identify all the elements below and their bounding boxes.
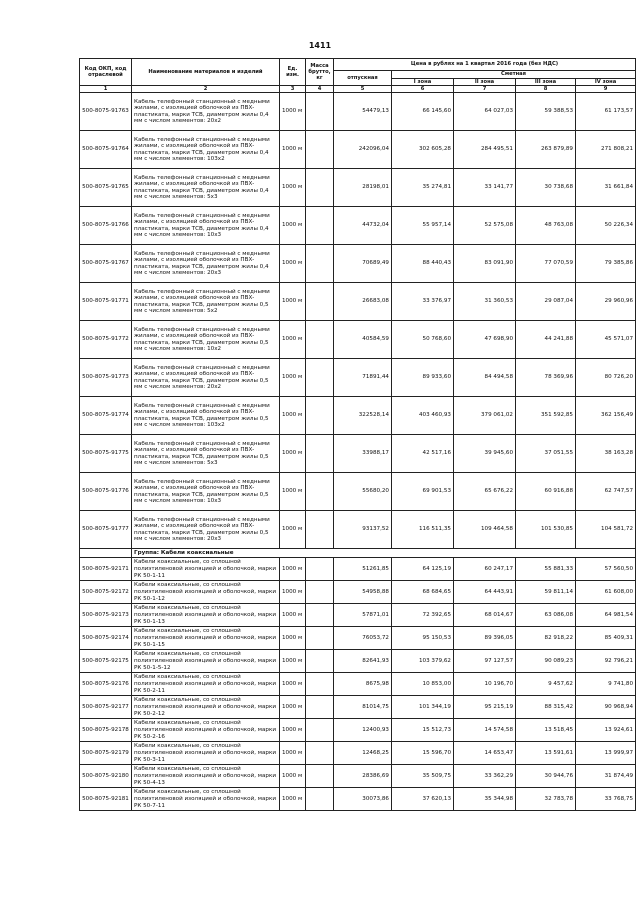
cell-code: 500-8075-91772 bbox=[80, 321, 132, 359]
cell-name: Кабель телефонный станционный с медными жилами, с изоляцией оболочкой из ПВХ-пластиката, марки ТСВ, диаметром жилы 0,5 мм с числом элементов: 10х2 bbox=[132, 321, 280, 359]
table-row bbox=[80, 558, 636, 581]
cell-z4: 104 581,72 bbox=[576, 511, 636, 549]
cell-mass bbox=[306, 321, 334, 359]
header-mass: Масса брутто, кг bbox=[306, 59, 334, 86]
col-number: 5 bbox=[334, 86, 392, 93]
cell-code: 500-8075-91777 bbox=[80, 511, 132, 549]
cell-z3: 29 087,04 bbox=[516, 283, 576, 321]
cell-z1: 55 957,14 bbox=[392, 207, 454, 245]
cell-mass bbox=[306, 131, 334, 169]
cell-z3: 78 369,96 bbox=[516, 359, 576, 397]
cell-unit: 1000 м bbox=[280, 627, 306, 650]
cell-unit: 1000 м bbox=[280, 245, 306, 283]
cell-z2: 95 215,19 bbox=[454, 696, 516, 719]
cell-z1: 403 460,93 bbox=[392, 397, 454, 435]
table-row bbox=[80, 245, 636, 283]
cell-z3: 32 783,78 bbox=[516, 788, 576, 811]
header-release: отпускная bbox=[334, 71, 392, 86]
cell-z4: 271 808,21 bbox=[576, 131, 636, 169]
cell-z2: 83 091,90 bbox=[454, 245, 516, 283]
cell-release: 93137,52 bbox=[334, 511, 392, 549]
cell-unit: 1000 м bbox=[280, 558, 306, 581]
cell-name: Кабель телефонный станционный с медными жилами, с изоляцией оболочкой из ПВХ-пластиката, марки ТСВ, диаметром жилы 0,5 мм с числом элементов: 5х2 bbox=[132, 283, 280, 321]
cell-release: 12400,93 bbox=[334, 719, 392, 742]
cell-code: 500-8075-91767 bbox=[80, 245, 132, 283]
cell-code: 500-8075-92181 bbox=[80, 788, 132, 811]
cell-z2: 65 676,22 bbox=[454, 473, 516, 511]
cell-mass bbox=[306, 93, 334, 131]
header-zone4: IV зона bbox=[576, 79, 636, 86]
cell-name: Кабель телефонный станционный с медными жилами, с изоляцией оболочкой из ПВХ-пластиката, марки ТСВ, диаметром жилы 0,5 мм с числом элементов: 20х2 bbox=[132, 359, 280, 397]
cell-release: 40584,59 bbox=[334, 321, 392, 359]
page-number: 1411 bbox=[308, 41, 332, 50]
cell-release: 70689,49 bbox=[334, 245, 392, 283]
col-number: 1 bbox=[80, 86, 132, 93]
cell-z1: 37 620,13 bbox=[392, 788, 454, 811]
cell-code: 500-8075-92180 bbox=[80, 765, 132, 788]
cell-z3: 77 070,59 bbox=[516, 245, 576, 283]
cell-z4: 13 999,97 bbox=[576, 742, 636, 765]
cell-name: Кабели коаксиальные, со сплошной полиэтиленовой изоляцией и оболочкой, марки РК 50-2-16 bbox=[132, 719, 280, 742]
cell-z4: 61 608,00 bbox=[576, 581, 636, 604]
cell-name: Кабели коаксиальные, со сплошной полиэтиленовой изоляцией и оболочкой, марки РК 50-4-13 bbox=[132, 765, 280, 788]
table-row bbox=[80, 397, 636, 435]
header-zone2: II зона bbox=[454, 79, 516, 86]
col-number: 3 bbox=[280, 86, 306, 93]
cell-mass bbox=[306, 650, 334, 673]
cell-code: 500-8075-92173 bbox=[80, 604, 132, 627]
cell-release: 322528,14 bbox=[334, 397, 392, 435]
cell-code: 500-8075-91774 bbox=[80, 397, 132, 435]
cell-z4: 62 747,57 bbox=[576, 473, 636, 511]
cell-z2: 35 344,98 bbox=[454, 788, 516, 811]
cell-z2: 10 196,70 bbox=[454, 673, 516, 696]
cell-release: 71891,44 bbox=[334, 359, 392, 397]
cell-unit: 1000 м bbox=[280, 719, 306, 742]
cell-unit: 1000 м bbox=[280, 283, 306, 321]
cell-z3: 82 918,22 bbox=[516, 627, 576, 650]
cell-z3: 13 591,61 bbox=[516, 742, 576, 765]
cell-z1: 302 605,28 bbox=[392, 131, 454, 169]
cell-unit: 1000 м bbox=[280, 207, 306, 245]
cell-z1: 15 596,70 bbox=[392, 742, 454, 765]
cell-name: Кабели коаксиальные, со сплошной полиэтиленовой изоляцией и оболочкой, марки РК 50-1-11 bbox=[132, 558, 280, 581]
table-row bbox=[80, 359, 636, 397]
cell-unit: 1000 м bbox=[280, 359, 306, 397]
cell-z2: 52 575,08 bbox=[454, 207, 516, 245]
cell-z2: 60 247,17 bbox=[454, 558, 516, 581]
cell-z4: 79 385,86 bbox=[576, 245, 636, 283]
group-label: Группа: Кабели коаксиальные bbox=[132, 549, 636, 558]
header-name: Наименование материалов и изделий bbox=[132, 59, 280, 86]
cell-z3: 48 763,08 bbox=[516, 207, 576, 245]
cell-mass bbox=[306, 169, 334, 207]
col-number: 4 bbox=[306, 86, 334, 93]
cell-unit: 1000 м bbox=[280, 93, 306, 131]
cell-name: Кабель телефонный станционный с медными жилами, с изоляцией оболочкой из ПВХ-пластиката, марки ТСВ, диаметром жилы 0,5 мм с числом элементов: 20х3 bbox=[132, 511, 280, 549]
cell-unit: 1000 м bbox=[280, 765, 306, 788]
cell-release: 54958,88 bbox=[334, 581, 392, 604]
cell-z4: 362 156,49 bbox=[576, 397, 636, 435]
cell-release: 26683,08 bbox=[334, 283, 392, 321]
col-number: 9 bbox=[576, 86, 636, 93]
cell-mass bbox=[306, 397, 334, 435]
cell-release: 76053,72 bbox=[334, 627, 392, 650]
cell-z4: 31 661,84 bbox=[576, 169, 636, 207]
cell-mass bbox=[306, 435, 334, 473]
cell-unit: 1000 м bbox=[280, 321, 306, 359]
cell-code: 500-8075-92172 bbox=[80, 581, 132, 604]
cell-z3: 59 811,14 bbox=[516, 581, 576, 604]
cell-z4: 92 796,21 bbox=[576, 650, 636, 673]
cell-z3: 88 315,42 bbox=[516, 696, 576, 719]
cell-release: 28198,01 bbox=[334, 169, 392, 207]
cell-z4: 61 173,57 bbox=[576, 93, 636, 131]
cell-mass bbox=[306, 359, 334, 397]
cell-unit: 1000 м bbox=[280, 673, 306, 696]
cell-mass bbox=[306, 788, 334, 811]
cell-code: 500-8075-91773 bbox=[80, 359, 132, 397]
cell-z3: 30 944,76 bbox=[516, 765, 576, 788]
col-number: 8 bbox=[516, 86, 576, 93]
cell-code: 500-8075-92177 bbox=[80, 696, 132, 719]
cell-z3: 60 916,88 bbox=[516, 473, 576, 511]
cell-mass bbox=[306, 673, 334, 696]
cell-z1: 95 150,53 bbox=[392, 627, 454, 650]
cell-z4: 29 960,96 bbox=[576, 283, 636, 321]
cell-z2: 39 945,60 bbox=[454, 435, 516, 473]
cell-release: 82641,93 bbox=[334, 650, 392, 673]
table-row bbox=[80, 581, 636, 604]
cell-name: Кабель телефонный станционный с медными жилами, с изоляцией оболочкой из ПВХ-пластиката, марки ТСВ, диаметром жилы 0,4 мм с числом элементов: 103х2 bbox=[132, 131, 280, 169]
cell-name: Кабель телефонный станционный с медными жилами, с изоляцией оболочкой из ПВХ-пластиката, марки ТСВ, диаметром жилы 0,4 мм с числом элементов: 20х3 bbox=[132, 245, 280, 283]
cell-z1: 10 853,00 bbox=[392, 673, 454, 696]
cell-code: 500-8075-91763 bbox=[80, 93, 132, 131]
table-row bbox=[80, 604, 636, 627]
cell-z2: 33 141,77 bbox=[454, 169, 516, 207]
table-row bbox=[80, 473, 636, 511]
cell-release: 28386,69 bbox=[334, 765, 392, 788]
cell-release: 44732,04 bbox=[334, 207, 392, 245]
table-row bbox=[80, 131, 636, 169]
table-row bbox=[80, 169, 636, 207]
price-table bbox=[79, 58, 636, 811]
cell-z3: 90 089,23 bbox=[516, 650, 576, 673]
cell-z2: 14 653,47 bbox=[454, 742, 516, 765]
cell-release: 57871,01 bbox=[334, 604, 392, 627]
cell-z4: 45 571,07 bbox=[576, 321, 636, 359]
table-row bbox=[80, 207, 636, 245]
cell-mass bbox=[306, 245, 334, 283]
cell-mass bbox=[306, 719, 334, 742]
col-number: 2 bbox=[132, 86, 280, 93]
cell-name: Кабели коаксиальные, со сплошной полиэтиленовой изоляцией и оболочкой, марки РК 50-1-5-12 bbox=[132, 650, 280, 673]
cell-z2: 64 027,03 bbox=[454, 93, 516, 131]
header-code: Код ОКП, код отраслевой bbox=[80, 59, 132, 86]
cell-unit: 1000 м bbox=[280, 650, 306, 673]
cell-name: Кабели коаксиальные, со сплошной полиэтиленовой изоляцией и оболочкой, марки РК 50-1-12 bbox=[132, 581, 280, 604]
table-row bbox=[80, 765, 636, 788]
cell-code: 500-8075-91765 bbox=[80, 169, 132, 207]
cell-z2: 97 127,57 bbox=[454, 650, 516, 673]
cell-mass bbox=[306, 558, 334, 581]
cell-mass bbox=[306, 765, 334, 788]
cell-z2: 31 360,53 bbox=[454, 283, 516, 321]
cell-z4: 80 726,20 bbox=[576, 359, 636, 397]
table-row bbox=[80, 627, 636, 650]
table-row bbox=[80, 696, 636, 719]
table-row bbox=[80, 435, 636, 473]
cell-code: 500-8075-91764 bbox=[80, 131, 132, 169]
col-number: 7 bbox=[454, 86, 516, 93]
table-row bbox=[80, 719, 636, 742]
cell-code: 500-8075-92178 bbox=[80, 719, 132, 742]
table-row bbox=[80, 321, 636, 359]
cell-release: 8675,98 bbox=[334, 673, 392, 696]
cell-z3: 63 086,08 bbox=[516, 604, 576, 627]
cell-mass bbox=[306, 696, 334, 719]
cell-z2: 84 494,58 bbox=[454, 359, 516, 397]
table-row bbox=[80, 283, 636, 321]
cell-release: 51261,85 bbox=[334, 558, 392, 581]
cell-code: 500-8075-92176 bbox=[80, 673, 132, 696]
cell-z2: 89 396,05 bbox=[454, 627, 516, 650]
cell-release: 33988,17 bbox=[334, 435, 392, 473]
cell-mass bbox=[306, 207, 334, 245]
cell-name: Кабели коаксиальные, со сплошной полиэтиленовой изоляцией и оболочкой, марки РК 50-2-11 bbox=[132, 673, 280, 696]
cell-z1: 64 125,19 bbox=[392, 558, 454, 581]
cell-mass bbox=[306, 604, 334, 627]
cell-z4: 64 981,54 bbox=[576, 604, 636, 627]
cell-z1: 50 768,60 bbox=[392, 321, 454, 359]
cell-z3: 30 738,68 bbox=[516, 169, 576, 207]
header-price-caption: Цена в рублях на 1 квартал 2016 года (без НДС) bbox=[334, 59, 636, 71]
cell-z4: 9 741,80 bbox=[576, 673, 636, 696]
table-row bbox=[80, 93, 636, 131]
cell-z1: 69 901,53 bbox=[392, 473, 454, 511]
cell-unit: 1000 м bbox=[280, 742, 306, 765]
cell-z1: 103 379,62 bbox=[392, 650, 454, 673]
cell-name: Кабель телефонный станционный с медными жилами, с изоляцией оболочкой из ПВХ-пластиката, марки ТСВ, диаметром жилы 0,4 мм с числом элементов: 10х3 bbox=[132, 207, 280, 245]
cell-z4: 38 163,28 bbox=[576, 435, 636, 473]
cell-code: 500-8075-92171 bbox=[80, 558, 132, 581]
cell-z3: 13 518,45 bbox=[516, 719, 576, 742]
cell-z1: 35 274,81 bbox=[392, 169, 454, 207]
cell-unit: 1000 м bbox=[280, 397, 306, 435]
cell-release: 55680,20 bbox=[334, 473, 392, 511]
cell-mass bbox=[306, 283, 334, 321]
cell-name: Кабель телефонный станционный с медными жилами, с изоляцией оболочкой из ПВХ-пластиката, марки ТСВ, диаметром жилы 0,4 мм с числом элементов: 5х3 bbox=[132, 169, 280, 207]
cell-z1: 88 440,43 bbox=[392, 245, 454, 283]
cell-z2: 14 574,58 bbox=[454, 719, 516, 742]
cell-name: Кабели коаксиальные, со сплошной полиэтиленовой изоляцией и оболочкой, марки РК 50-2-12 bbox=[132, 696, 280, 719]
table-row bbox=[80, 788, 636, 811]
cell-z4: 31 874,49 bbox=[576, 765, 636, 788]
cell-z1: 72 392,65 bbox=[392, 604, 454, 627]
cell-unit: 1000 м bbox=[280, 696, 306, 719]
cell-unit: 1000 м bbox=[280, 581, 306, 604]
cell-z4: 85 409,31 bbox=[576, 627, 636, 650]
cell-code: 500-8075-92174 bbox=[80, 627, 132, 650]
cell-name: Кабели коаксиальные, со сплошной полиэтиленовой изоляцией и оболочкой, марки РК 50-7-11 bbox=[132, 788, 280, 811]
cell-z1: 68 684,65 bbox=[392, 581, 454, 604]
cell-unit: 1000 м bbox=[280, 435, 306, 473]
table-row bbox=[80, 742, 636, 765]
cell-code: 500-8075-91776 bbox=[80, 473, 132, 511]
cell-release: 30073,86 bbox=[334, 788, 392, 811]
cell-z4: 13 924,61 bbox=[576, 719, 636, 742]
cell-release: 12468,25 bbox=[334, 742, 392, 765]
cell-mass bbox=[306, 742, 334, 765]
cell-z3: 9 457,62 bbox=[516, 673, 576, 696]
cell-code: 500-8075-92179 bbox=[80, 742, 132, 765]
header-zone3: III зона bbox=[516, 79, 576, 86]
cell-z1: 42 517,16 bbox=[392, 435, 454, 473]
group-row bbox=[80, 549, 636, 558]
cell-name: Кабели коаксиальные, со сплошной полиэтиленовой изоляцией и оболочкой, марки РК 50-1-13 bbox=[132, 604, 280, 627]
cell-unit: 1000 м bbox=[280, 473, 306, 511]
cell-code: 500-8075-91775 bbox=[80, 435, 132, 473]
cell-unit: 1000 м bbox=[280, 788, 306, 811]
cell-code: 500-8075-91771 bbox=[80, 283, 132, 321]
cell-z3: 351 592,85 bbox=[516, 397, 576, 435]
cell-mass bbox=[306, 627, 334, 650]
cell-z3: 55 881,33 bbox=[516, 558, 576, 581]
table-row bbox=[80, 650, 636, 673]
cell-z2: 379 061,02 bbox=[454, 397, 516, 435]
cell-z1: 35 509,75 bbox=[392, 765, 454, 788]
cell-z1: 33 376,97 bbox=[392, 283, 454, 321]
cell-z2: 47 698,90 bbox=[454, 321, 516, 359]
header-estimated: Сметная bbox=[392, 71, 636, 79]
cell-z4: 50 226,34 bbox=[576, 207, 636, 245]
cell-mass bbox=[306, 511, 334, 549]
cell-mass bbox=[306, 473, 334, 511]
cell-mass bbox=[306, 581, 334, 604]
cell-z3: 263 879,89 bbox=[516, 131, 576, 169]
cell-z1: 89 933,60 bbox=[392, 359, 454, 397]
cell-z3: 59 388,53 bbox=[516, 93, 576, 131]
cell-name: Кабель телефонный станционный с медными жилами, с изоляцией оболочкой из ПВХ-пластиката, марки ТСВ, диаметром жилы 0,5 мм с числом элементов: 103х2 bbox=[132, 397, 280, 435]
cell-unit: 1000 м bbox=[280, 169, 306, 207]
cell-z2: 64 443,91 bbox=[454, 581, 516, 604]
cell-release: 81014,75 bbox=[334, 696, 392, 719]
cell-name: Кабель телефонный станционный с медными жилами, с изоляцией оболочкой из ПВХ-пластиката, марки ТСВ, диаметром жилы 0,4 мм с числом элементов: 20х2 bbox=[132, 93, 280, 131]
group-code-cell bbox=[80, 549, 132, 558]
cell-z1: 101 344,19 bbox=[392, 696, 454, 719]
cell-z4: 33 768,75 bbox=[576, 788, 636, 811]
cell-z3: 44 241,88 bbox=[516, 321, 576, 359]
cell-name: Кабель телефонный станционный с медными жилами, с изоляцией оболочкой из ПВХ-пластиката, марки ТСВ, диаметром жилы 0,5 мм с числом элементов: 10х3 bbox=[132, 473, 280, 511]
cell-release: 242096,04 bbox=[334, 131, 392, 169]
cell-code: 500-8075-91766 bbox=[80, 207, 132, 245]
cell-unit: 1000 м bbox=[280, 131, 306, 169]
cell-name: Кабель телефонный станционный с медными жилами, с изоляцией оболочкой из ПВХ-пластиката, марки ТСВ, диаметром жилы 0,5 мм с числом элементов: 5х3 bbox=[132, 435, 280, 473]
cell-unit: 1000 м bbox=[280, 604, 306, 627]
cell-z4: 57 560,50 bbox=[576, 558, 636, 581]
cell-code: 500-8075-92175 bbox=[80, 650, 132, 673]
header-unit: Ед. изм. bbox=[280, 59, 306, 86]
cell-z2: 284 495,51 bbox=[454, 131, 516, 169]
table-row bbox=[80, 511, 636, 549]
cell-z1: 15 512,73 bbox=[392, 719, 454, 742]
cell-release: 54479,13 bbox=[334, 93, 392, 131]
cell-z2: 109 464,58 bbox=[454, 511, 516, 549]
cell-name: Кабели коаксиальные, со сплошной полиэтиленовой изоляцией и оболочкой, марки РК 50-3-11 bbox=[132, 742, 280, 765]
col-number: 6 bbox=[392, 86, 454, 93]
cell-z3: 101 530,85 bbox=[516, 511, 576, 549]
cell-z2: 33 362,29 bbox=[454, 765, 516, 788]
cell-unit: 1000 м bbox=[280, 511, 306, 549]
table-row bbox=[80, 673, 636, 696]
cell-z1: 116 511,35 bbox=[392, 511, 454, 549]
cell-z4: 90 968,94 bbox=[576, 696, 636, 719]
cell-z2: 68 014,67 bbox=[454, 604, 516, 627]
cell-z1: 66 145,60 bbox=[392, 93, 454, 131]
cell-name: Кабели коаксиальные, со сплошной полиэтиленовой изоляцией и оболочкой, марки РК 50-1-15 bbox=[132, 627, 280, 650]
header-zone1: I зона bbox=[392, 79, 454, 86]
cell-z3: 37 051,55 bbox=[516, 435, 576, 473]
